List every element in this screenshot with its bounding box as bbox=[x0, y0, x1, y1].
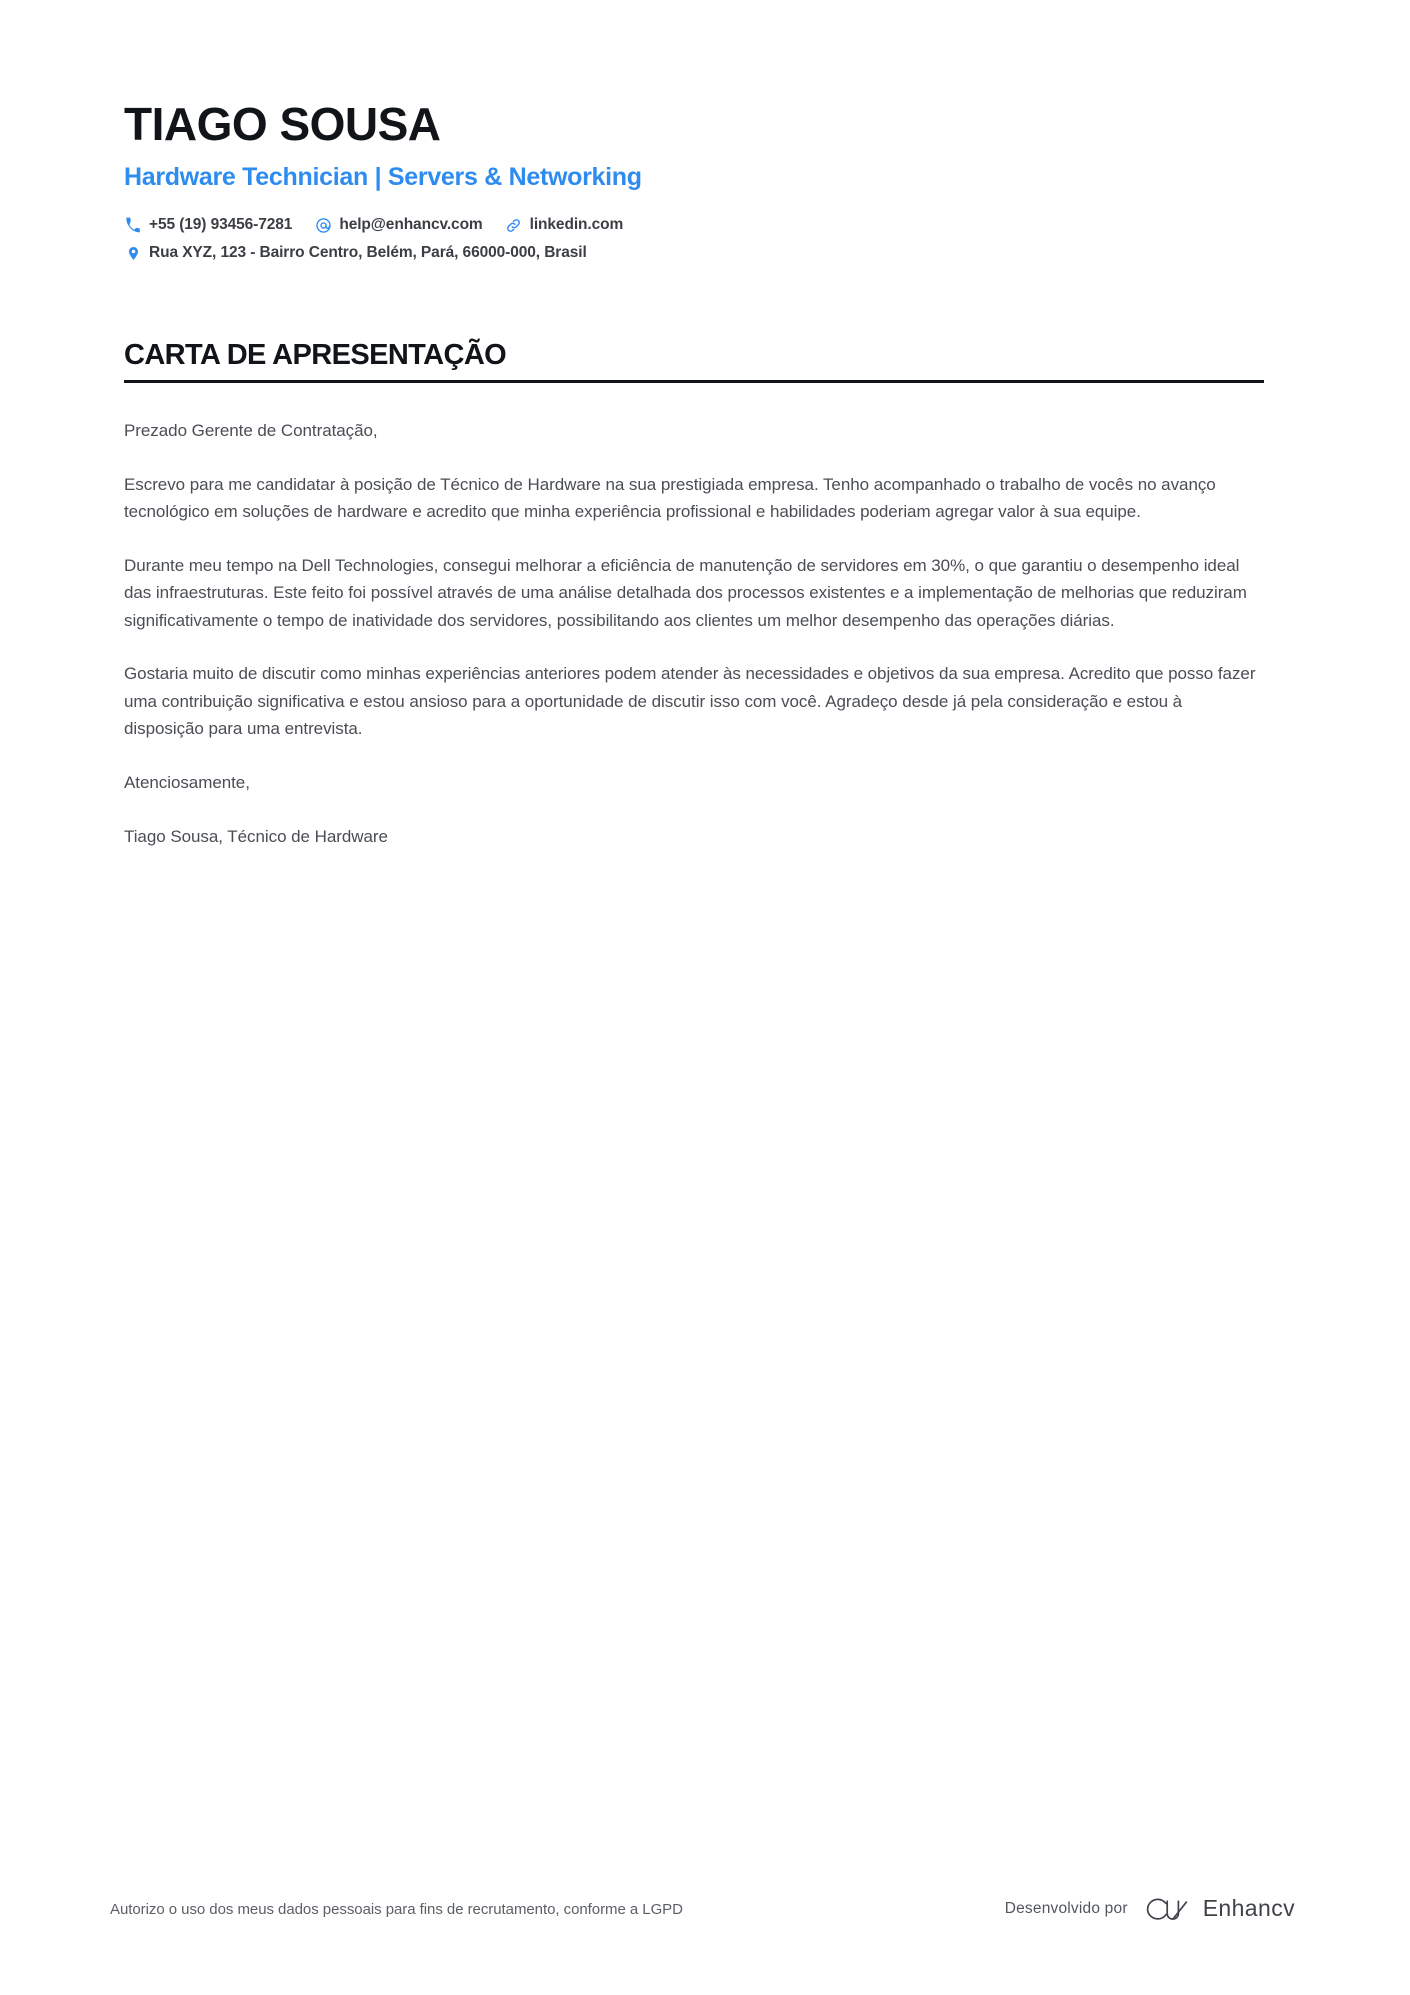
location-pin-icon bbox=[124, 244, 142, 262]
contact-row-primary bbox=[124, 216, 1264, 234]
consent-note: Autorizo o uso dos meus dados pessoais para fins de recrutamento, conforme a LGPD bbox=[110, 1901, 683, 1918]
letter-signature: Tiago Sousa, Técnico de Hardware bbox=[124, 826, 388, 846]
header bbox=[124, 0, 1264, 262]
section-divider bbox=[124, 380, 1264, 383]
contact-linkedin-text: linkedin.com bbox=[529, 216, 624, 234]
powered-by-label: Desenvolvido por bbox=[1004, 1899, 1128, 1917]
contact-email-text: help@enhancv.com bbox=[339, 216, 483, 234]
letter-salutation: Prezado Gerente de Contratação, bbox=[124, 421, 378, 441]
contact-address-text: Rua XYZ, 123 - Bairro Centro, Belém, Pará, 66000-000, Brasil bbox=[149, 244, 587, 262]
letter-paragraph-1: Escrevo para me candidatar à posição de Técnico de Hardware na sua prestigiada empresa. Tenho acompanhado o trabalho de vocês no avanço tecnológico em soluções de hardware e acredito que minha experiência profissional e habilidades poderiam agregar valor à sua equipe. bbox=[124, 474, 1216, 522]
contact-phone[interactable] bbox=[124, 216, 292, 234]
letter-body bbox=[124, 417, 1264, 850]
section-cover-letter bbox=[124, 340, 1264, 850]
contact-info bbox=[124, 216, 1264, 262]
page-title: TIAGO SOUSA bbox=[124, 98, 441, 150]
footer bbox=[0, 1893, 1410, 1933]
letter-paragraph-3: Gostaria muito de discutir como minhas experiências anteriores podem atender às necessidades e objetivos da sua empresa. Acredito que posso fazer uma contribuição significativa e estou ansioso para a oportunidade de discutir isso com você. Agradeço desde já pela consideração e estou à disposição para uma entrevista. bbox=[124, 664, 1256, 739]
contact-address bbox=[124, 244, 587, 262]
contact-linkedin[interactable] bbox=[505, 216, 624, 234]
powered-by-brand bbox=[1005, 1895, 1295, 1922]
contact-phone-text: +55 (19) 93456-7281 bbox=[149, 216, 293, 234]
phone-icon bbox=[124, 216, 142, 234]
letter-paragraph-2: Durante meu tempo na Dell Technologies, consegui melhorar a eficiência de manutenção de servidores em 30%, o que garantiu o desempenho ideal das infraestruturas. Este feito foi possível através de uma análise detalhada dos processos existentes e a implementação de melhorias que reduziram significativamente o tempo de inatividade dos servidores, possibilitando aos clientes um melhor desempenho das operações diárias. bbox=[124, 555, 1247, 630]
contact-row-address bbox=[124, 244, 1264, 262]
brand-name: Enhancv bbox=[1202, 1895, 1295, 1921]
contact-email[interactable] bbox=[314, 216, 482, 234]
email-icon bbox=[314, 216, 332, 234]
footer-inner bbox=[0, 1893, 1410, 1933]
enhancv-infinity-logo-icon bbox=[1144, 1896, 1190, 1922]
job-title: Hardware Technician | Servers & Networking bbox=[124, 163, 642, 192]
section-heading: CARTA DE APRESENTAÇÃO bbox=[124, 339, 507, 372]
letter-closing: Atenciosamente, bbox=[124, 772, 250, 792]
document-content bbox=[124, 0, 1264, 850]
link-icon bbox=[505, 216, 523, 234]
